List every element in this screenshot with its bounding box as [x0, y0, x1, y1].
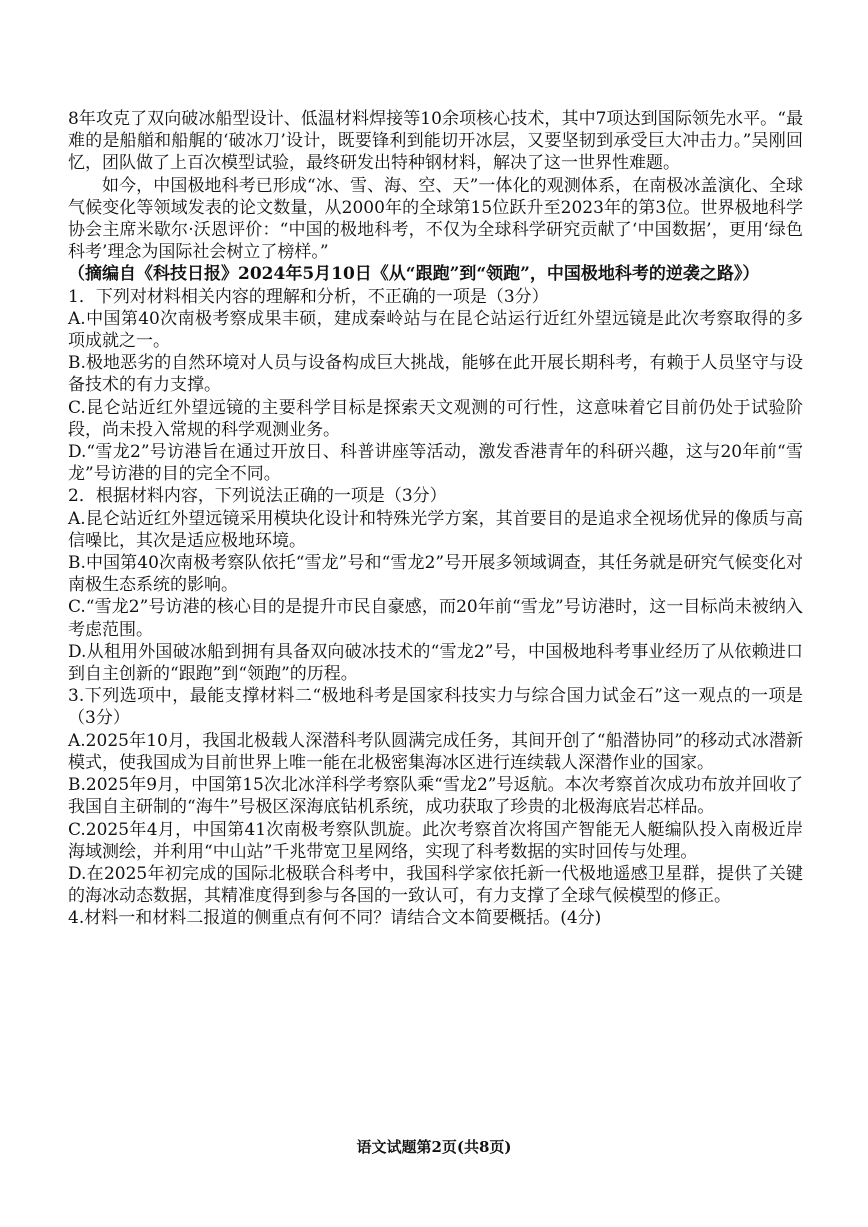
question-option-b: B.中国第40次南极考察队依托“雪龙”号和“雪龙2”号开展多领域调查，其任务就是研究气候变化对南极生态系统的影响。	[68, 553, 803, 596]
question-2	[68, 485, 803, 685]
exam-page-body	[68, 108, 803, 930]
question-option-b: B.极地恶劣的自然环境对人员与设备构成巨大挑战，能够在此开展长期科考，有赖于人员坚守与设备技术的有力支撑。	[68, 353, 803, 396]
question-option-b: B.2025年9月，中国第15次北冰洋科学考察队乘“雪龙2”号返航。本次考察首次成功布放并回收了我国自主研制的“海牛”号极区深海底钻机系统，成功获取了珍贵的北极海底岩芯样品。	[68, 775, 803, 818]
question-option-d: D.在2025年初完成的国际北极联合科考中，我国科学家依托新一代极地遥感卫星群，提供了关键的海冰动态数据，其精准度得到参与各国的一致认可，有力支撑了全球气候模型的修正。	[68, 863, 803, 907]
passage-paragraph-1: 8年攻克了双向破冰船型设计、低温材料焊接等10余项核心技术，其中7项达到国际领先水平。“最难的是船艏和船艉的‘破冰刀’设计，既要锋利到能切开冰层，又要坚韧到承受巨大冲击力。”吴刚回忆，团队做了上百次模型试验，最终研发出特种钢材料，解决了这一世界性难题。	[68, 109, 803, 174]
question-option-c: C.“雪龙2”号访港的核心目的是提升市民自豪感，而20年前“雪龙”号访港时，这一目标尚未被纳入考虑范围。	[68, 597, 803, 640]
question-option-a: A.中国第40次南极考察成果丰硕，建成秦岭站与在昆仑站运行近红外望远镜是此次考察取得的多项成就之一。	[68, 308, 803, 352]
passage-paragraph-2: 如今，中国极地科考已形成“冰、雪、海、空、天”一体化的观测体系，在南极冰盖演化、全球气候变化等领域发表的论文数量，从2000年的全球第15位跃升至2023年的第3位。世界极地科学协会主席米歇尔·沃恩评价：“中国的极地科考，不仅为全球科学研究贡献了‘中国数据’，更用‘绿色科考’理念为国际社会树立了榜样。”	[68, 175, 803, 263]
question-1	[68, 286, 803, 486]
question-option-d: D.从租用外国破冰船到拥有具备双向破冰技术的“雪龙2”号，中国极地科考事业经历了从依赖进口到自主创新的“跟跑”到“领跑”的历程。	[68, 641, 803, 685]
passage-source-citation: （摘编自《科技日报》2024年5月10日《从“跟跑”到“领跑”，中国极地科考的逆袭之路》）	[68, 264, 760, 285]
question-option-c: C.2025年4月，中国第41次南极考察队凯旋。此次考察首次将国产智能无人艇编队投入南极近岸海域测绘，并利用“中山站”千兆带宽卫星网络，实现了科考数据的实时回传与处理。	[68, 819, 803, 862]
question-option-d: D.“雪龙2”号访港旨在通过开放日、科普讲座等活动，激发香港青年的科研兴趣，这与20年前“雪龙”号访港的目的完全不同。	[68, 442, 803, 485]
question-option-a: A.2025年10月，我国北极载人深潜科考队圆满完成任务，其间开创了“船潜协同”的移动式冰潜新模式，使我国成为目前世界上唯一能在北极密集海冰区进行连续载人深潜作业的国家。	[68, 730, 803, 773]
question-option-a: A.昆仑站近红外望远镜采用模块化设计和特殊光学方案，其首要目的是追求全视场优异的像质与高信噪比，其次是适应极地环境。	[68, 508, 803, 551]
question-3	[68, 685, 803, 907]
page-footer: 语文试题第2页(共8页)	[356, 1138, 512, 1156]
question-4	[68, 907, 803, 929]
question-stem: 4.材料一和材料二报道的侧重点有何不同？请结合文本简要概括。(4分)	[68, 908, 602, 929]
question-stem: 3.下列选项中，最能支撑材料二“极地科考是国家科技实力与综合国力试金石”这一观点的一项是（3分）	[68, 686, 803, 729]
question-option-c: C.昆仑站近红外望远镜的主要科学目标是探索天文观测的可行性，这意味着它目前仍处于试验阶段，尚未投入常规的科学观测业务。	[68, 397, 803, 440]
question-stem: 1．下列对材料相关内容的理解和分析，不正确的一项是（3分）	[68, 286, 549, 307]
question-stem: 2．根据材料内容，下列说法正确的一项是（3分）	[68, 486, 447, 507]
